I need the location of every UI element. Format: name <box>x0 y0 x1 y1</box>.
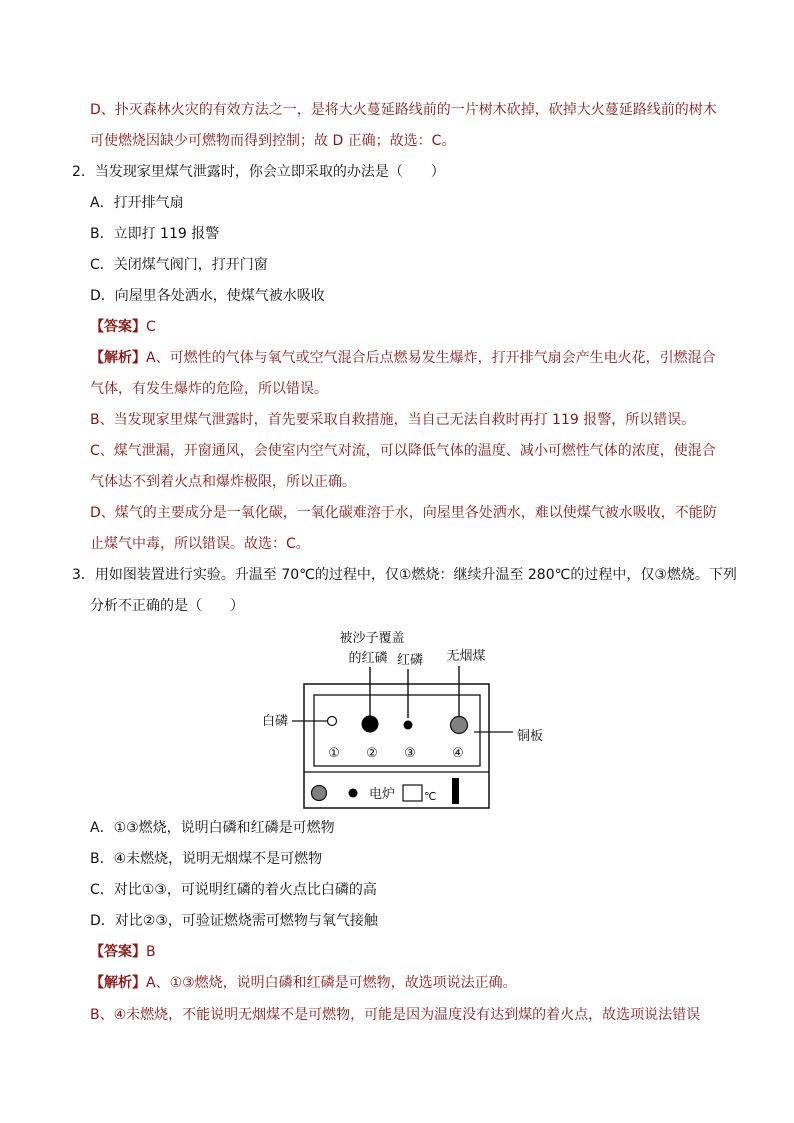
white-phosphorus-sample <box>328 717 337 726</box>
q3-option-c: C．对比①③，可说明红磷的着火点比白磷的高 <box>90 882 377 898</box>
q3-answer-tag: 【答案】 <box>90 944 146 960</box>
red-phosphorus-sample <box>404 721 413 730</box>
q2-option-d: D．向屋里各处洒水，使煤气被水吸收 <box>90 288 325 304</box>
q3-stem-line2: 分析不正确的是（ ） <box>90 598 244 614</box>
q3-answer <box>90 943 156 961</box>
q2-analysis-c-line2: 气体达不到着火点和爆炸极限，所以正确。 <box>90 474 356 490</box>
anthracite-sample <box>451 717 468 734</box>
q2-analysis-d-line2: 止煤气中毒，所以错误。故选：C。 <box>90 536 310 552</box>
prev-analysis-d-line2: 可使燃烧因缺少可燃物而得到控制；故 D 正确；故选：C。 <box>90 133 456 149</box>
q2-analysis-c-line1: C、煤气泄漏，开窗通风，会使室内空气对流，可以降低气体的温度、减小可燃性气体的浓度，使混合 <box>90 443 716 459</box>
sand-covered-red-phosphorus-sample <box>362 716 379 733</box>
q2-analysis-a-line2: 气体，有发生爆炸的危险，所以错误。 <box>90 381 328 397</box>
stove-knob <box>312 786 327 801</box>
temperature-unit: ℃ <box>424 790 437 803</box>
q2-stem: 2．当发现家里煤气泄露时，你会立即采取的办法是（ ） <box>72 164 445 180</box>
label-anthracite: 无烟煤 <box>446 649 486 664</box>
temperature-display <box>403 785 422 801</box>
stove-indicator-light <box>349 789 358 798</box>
q2-analysis-a-line1 <box>90 349 716 367</box>
q2-analysis-tag: 【解析】 <box>90 350 146 366</box>
q3-answer-value: B <box>146 944 156 960</box>
label-red-phosphorus: 红磷 <box>396 653 424 668</box>
q2-answer <box>90 318 156 336</box>
q3-stem-line1: 3．用如图装置进行实验。升温至 70℃的过程中，仅①燃烧：继续升温至 280℃的过程中，仅③燃烧。下列 <box>72 567 737 583</box>
stove-switch <box>452 778 459 804</box>
q2-option-a: A．打开排气扇 <box>90 195 184 211</box>
prev-analysis-d-line1: D、扑灭森林火灾的有效方法之一，是将大火蔓延路线前的一片树木砍掉，砍掉大火蔓延路线前的树木 <box>90 102 717 118</box>
q2-answer-tag: 【答案】 <box>90 319 146 335</box>
q2-option-c: C．关闭煤气阀门，打开门窗 <box>90 257 268 273</box>
q3-option-d: D．对比②③，可验证燃烧需可燃物与氧气接触 <box>90 913 378 929</box>
q2-analysis-a1: A、可燃性的气体与氧气或空气混合后点燃易发生爆炸，打开排气扇会产生电火花，引燃混合 <box>146 350 716 366</box>
label-copper-plate: 铜板 <box>517 729 544 744</box>
number-1: ① <box>328 746 340 761</box>
q3-option-b: B．④未燃烧，说明无烟煤不是可燃物 <box>90 851 323 867</box>
q3-analysis-a-line <box>90 974 517 992</box>
number-3: ③ <box>404 746 416 761</box>
number-2: ② <box>366 746 378 761</box>
q2-option-b: B．立即打 119 报警 <box>90 226 220 242</box>
q2-analysis-b: B、当发现家里煤气泄露时，首先要采取自救措施，当自己无法自救时再打 119 报警，所以错误。 <box>90 412 696 428</box>
number-4: ④ <box>452 746 464 761</box>
q3-analysis-a: A、①③燃烧，说明白磷和红磷是可燃物，故选项说法正确。 <box>146 975 517 991</box>
q3-analysis-tag: 【解析】 <box>90 975 146 991</box>
q3-option-a: A．①③燃烧，说明白磷和红磷是可燃物 <box>90 820 335 836</box>
label-white-phosphorus: 白磷 <box>262 714 289 729</box>
label-sand-covered-1: 被沙子覆盖 <box>339 631 405 646</box>
q2-answer-value: C <box>146 319 156 335</box>
q3-analysis-b: B、④未燃烧，不能说明无烟煤不是可燃物，可能是因为温度没有达到煤的着火点，故选项说法错误 <box>90 1007 701 1023</box>
q2-analysis-d-line1: D、煤气的主要成分是一氧化碳，一氧化碳难溶于水，向屋里各处洒水，难以使煤气被水吸收，不能防 <box>90 505 717 521</box>
label-sand-covered-2: 的红磷 <box>348 651 388 666</box>
stove-label: 电炉 <box>369 787 396 802</box>
combustion-apparatus-diagram <box>258 622 558 812</box>
